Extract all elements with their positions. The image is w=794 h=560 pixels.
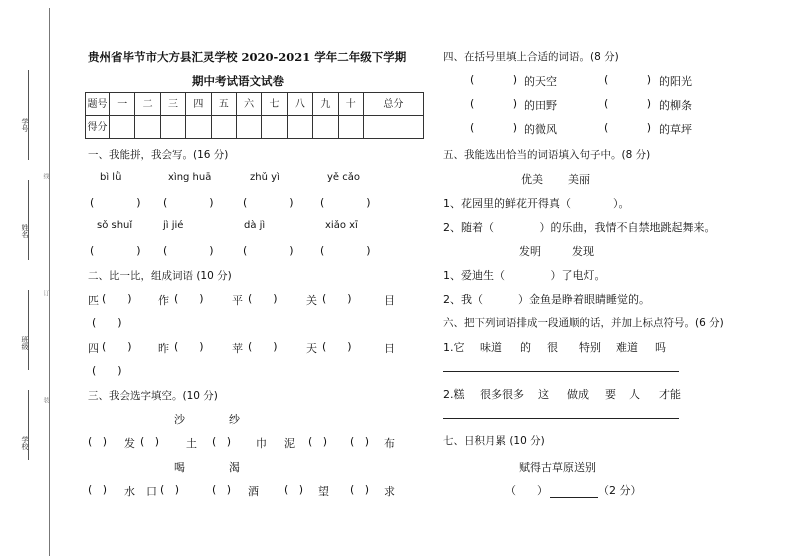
answer-parens-row[interactable]: ( ) [90,196,141,209]
score-header-cell: 五 [211,93,236,116]
answer-parens[interactable]: ( ) [308,435,328,448]
word-token: 难道 [616,341,638,354]
compare-char: 日 [384,342,395,355]
pinyin-item: bì lǜ [100,172,122,183]
label-school: 学校 [21,436,29,450]
fill-char: 酒 [248,485,259,498]
answer-parens[interactable]: ( ) [320,196,371,209]
word-token: 的 [520,341,531,354]
poem-answer-row [505,482,641,498]
answer-parens[interactable]: ( ) [248,292,278,305]
answer-parens[interactable]: ( ) [470,97,518,110]
word-token: 很多很多 [480,388,524,401]
answer-parens[interactable]: ( ) [90,244,141,257]
fill-char: 布 [384,437,395,450]
answer-parens[interactable]: ( ) [243,196,294,209]
word-token: 味道 [480,341,502,354]
word-token: 这 [538,388,549,401]
label-class: 班级 [21,336,29,350]
answer-parens[interactable]: ( ) [470,73,518,86]
answer-parens[interactable]: ( ) [88,483,108,496]
pinyin-item: sǒ shuǐ [97,220,133,231]
compare-char: 平 [232,294,243,307]
fill-phrase: 的田野 [524,99,557,112]
word-token: 1.它 [443,341,465,354]
score-header-cell: 八 [287,93,312,116]
label-name: 姓名 [21,224,29,238]
exam-title-line2: 期中考试语文试卷 [192,74,284,88]
answer-parens[interactable]: ( ) [243,244,294,257]
section5-heading: 五、我能选出恰当的词语填入句子中。(8 分) [443,149,651,161]
choice-char: 喝 [174,461,185,474]
answer-parens[interactable]: ( ) [212,483,232,496]
paren-close: ） [536,484,548,497]
label-student-id: 学号 [21,118,29,132]
answer-parens[interactable]: ( ) [163,244,214,257]
binding-tick-install: 装 [42,397,49,403]
score-header-cell: 二 [135,93,160,116]
poem-title: 赋得古草原送别 [519,461,596,474]
answer-parens[interactable]: ( ) [248,340,278,353]
score-table-score-row [86,116,424,139]
choice-char: 渴 [229,461,240,474]
pinyin-item: jì jié [163,220,184,231]
score-row-label: 得分 [86,116,110,139]
answer-parens[interactable]: ( ) [174,340,204,353]
score-cell[interactable] [186,116,211,139]
score-table-header-row [86,93,424,116]
answer-parens[interactable]: ( ) [92,364,122,377]
answer-parens[interactable]: ( ) [212,435,232,448]
sentence-4 [443,291,650,307]
id-write-line [28,70,29,160]
sentence-text: ）。 [612,197,630,210]
answer-parens[interactable]: ( ) [320,244,371,257]
compare-char: 四 [88,342,99,355]
word-option: 美丽 [568,173,590,186]
answer-line[interactable] [443,371,679,372]
name-write-line [28,180,29,260]
score-header-cell: 七 [262,93,287,116]
fill-char: 望 [318,485,329,498]
score-cell[interactable] [313,116,338,139]
choice-char: 沙 [174,413,185,426]
score-cell[interactable] [211,116,236,139]
pinyin-item: zhǔ yì [250,172,280,183]
fill-char: 水 [124,485,135,498]
pinyin-item: dà jì [244,220,266,231]
score-cell[interactable] [135,116,160,139]
answer-parens[interactable]: ( ) [163,196,214,209]
section6-heading: 六、把下列词语排成一段通顺的话，并加上标点符号。(6 分) [443,317,724,329]
compare-char: 匹 [88,294,99,307]
sentence-text: ）的乐曲，我情不自禁地跳起舞来。 [539,221,716,234]
fill-char: 口 [146,485,157,498]
compare-char: 关 [306,294,317,307]
score-header-cell: 三 [160,93,185,116]
section3-heading: 三、我会选字填空。(10 分) [88,390,218,402]
exam-title-line1: 贵州省毕节市大方县汇灵学校 2020-2021 学年二年级下学期 [88,50,407,64]
score-header-cell: 十 [338,93,363,116]
fill-char: 巾 [256,437,267,450]
sentence-text: 1、爱迪生（ [443,269,505,282]
compare-char: 苹 [232,342,243,355]
score-cell[interactable] [110,116,135,139]
word-option: 发现 [572,245,594,258]
sentence-2 [443,219,715,235]
answer-blank[interactable] [505,269,550,282]
score-header-cell: 九 [313,93,338,116]
fill-phrase: 的草坪 [659,123,692,136]
answer-blank[interactable] [571,197,613,210]
compare-char: 天 [306,342,317,355]
answer-line[interactable] [443,418,679,419]
sentence-3 [443,267,605,283]
answer-line[interactable] [550,487,598,498]
answer-parens[interactable]: ( ) [322,292,352,305]
pinyin-item: xìng huā [168,172,212,183]
sentence-text: 2、我（ [443,293,483,306]
word-option: 优美 [521,173,543,186]
score-cell[interactable] [236,116,261,139]
score-table [85,92,424,139]
answer-parens[interactable]: ( ) [604,97,652,110]
fill-phrase: 的天空 [524,75,557,88]
score-cell[interactable] [363,116,423,139]
fill-phrase: 的微风 [524,123,557,136]
section1-heading: 一、我能拼，我会写。(16 分) [88,149,229,161]
score-cell[interactable] [262,116,287,139]
answer-parens[interactable]: ( ) [102,340,132,353]
score-header-cell: 总分 [363,93,423,116]
answer-parens[interactable]: ( ) [160,483,180,496]
section7-heading: 七、日积月累 (10 分) [443,435,545,447]
compare-char: 昨 [158,342,169,355]
score-header-cell: 四 [186,93,211,116]
pinyin-item: xiǎo xī [325,220,358,231]
pinyin-item: yě cǎo [327,172,360,183]
word-token: 2.糕 [443,388,465,401]
word-token: 才能 [659,388,681,401]
score-cell[interactable] [287,116,312,139]
score-header-cell: 题号 [86,93,110,116]
word-token: 人 [629,388,640,401]
fill-phrase: 的阳光 [659,75,692,88]
answer-parens[interactable]: ( ) [284,483,304,496]
answer-parens[interactable]: ( ) [92,316,122,329]
word-option: 发明 [519,245,541,258]
answer-parens[interactable]: ( ) [470,121,518,134]
sentence-text: 2、随着（ [443,221,494,234]
answer-blank[interactable] [516,484,537,497]
points-label: （2 分） [597,484,642,497]
sentence-text: ）金鱼是睁着眼睛睡觉的。 [517,293,650,306]
section4-heading: 四、在括号里填上合适的词语。(8 分) [443,51,619,63]
fill-char: 土 [186,437,197,450]
answer-blank[interactable] [483,293,518,306]
score-header-cell: 六 [236,93,261,116]
sentence-1 [443,195,629,211]
answer-parens[interactable]: ( ) [350,435,370,448]
word-token: 特别 [579,341,601,354]
word-token: 吗 [655,341,666,354]
paren-open: （ [505,484,516,497]
answer-parens[interactable]: ( ) [102,292,132,305]
binding-line [49,8,50,556]
section2-heading: 二、比一比，组成词语 (10 分) [88,270,232,282]
answer-parens[interactable]: ( ) [604,121,652,134]
fill-char: 求 [384,485,395,498]
answer-parens[interactable]: ( ) [140,435,160,448]
answer-parens[interactable]: ( ) [88,435,108,448]
class-write-line [28,290,29,370]
sentence-text: 1、花园里的鲜花开得真（ [443,197,571,210]
binding-tick-line: 线 [42,173,49,179]
answer-blank[interactable] [494,221,539,234]
sentence-text: ）了电灯。 [550,269,606,282]
compare-char: 作 [158,294,169,307]
fill-char: 泥 [284,437,295,450]
answer-parens[interactable]: ( ) [322,340,352,353]
word-token: 做成 [567,388,589,401]
answer-parens[interactable]: ( ) [604,73,652,86]
choice-char: 纱 [229,413,240,426]
binding-tick-order: 订 [42,290,49,296]
answer-parens[interactable]: ( ) [174,292,204,305]
score-cell[interactable] [160,116,185,139]
score-cell[interactable] [338,116,363,139]
fill-phrase: 的柳条 [659,99,692,112]
compare-char: 目 [384,294,395,307]
answer-parens[interactable]: ( ) [350,483,370,496]
score-header-cell: 一 [110,93,135,116]
word-token: 很 [547,341,558,354]
word-token: 要 [605,388,616,401]
fill-char: 发 [124,437,135,450]
